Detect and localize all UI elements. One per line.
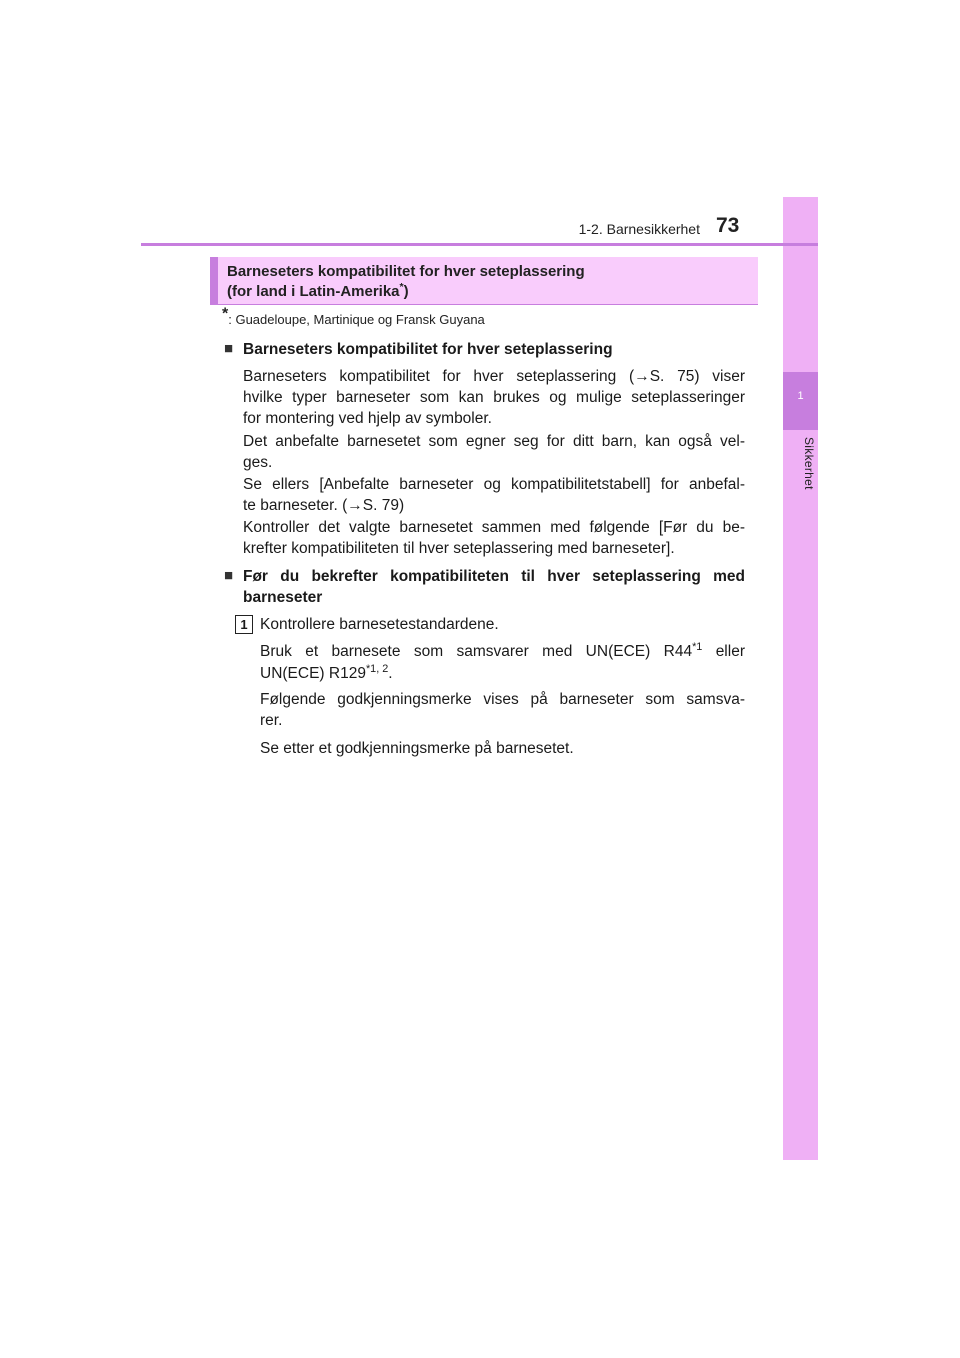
square-bullet-icon: ■ [224,340,234,357]
topic-title-box [210,257,758,305]
section1-heading: Barneseters kompatibilitet for hver seteplassering [243,341,613,358]
topic-title-line2: (for land i Latin-Amerika*) [227,281,409,300]
page-number: 73 [716,214,740,237]
step-text2-line1: Følgende godkjenningsmerke vises på barneseter som samsva- [260,691,745,708]
section-title: 1-2. Barnesikkerhet [578,221,700,237]
square-bullet-icon: ■ [224,567,234,584]
section1-p1-line3: for montering ved hjelp av symboler. [243,410,492,427]
chapter-title: Sikkerhet [802,437,816,490]
step-text1-line2: UN(ECE) R129$^{*1, 2}$. [260,662,393,682]
section1-p3-line2: te barneseter. (→S. 79) [243,497,405,514]
step-number-badge: 1 [235,615,253,634]
step-text1-line1: Bruk et barnesete som samsvarer med UN(ECE) R44$^{*1}$ eller [260,640,745,660]
section2-heading-line2: barneseter [243,589,323,606]
header-rule [141,243,818,246]
step-title: Kontrollere barnesetestandardene. [260,616,499,633]
section1-p2-line2: ges. [243,454,273,471]
section1-p4-line1: Kontroller det valgte barnesetet sammen med følgende [Før du be- [243,519,745,536]
footnote: *: Guadeloupe, Martinique og Fransk Guyana [222,305,485,327]
chapter-sidebar-tab [783,197,818,1160]
section1-p3-line1: Se ellers [Anbefalte barneseter og kompatibilitetstabell] for anbefal- [243,476,745,493]
section1-p1-line1: Barneseters kompatibilitet for hver seteplassering (→S. 75) viser [243,368,745,385]
section2-heading-line1: Før du bekrefter kompatibiliteten til hver seteplassering med [243,568,745,585]
topic-title-line1: Barneseters kompatibilitet for hver seteplassering [227,263,585,280]
step-text3: Se etter et godkjenningsmerke på barnesetet. [260,740,574,757]
step-text2-line2: rer. [260,712,283,729]
section1-p1-line2: hvilke typer barneseter som kan brukes og mulige seteplasseringer [243,389,745,406]
section1-p4-line2: krefter kompatibiliteten til hver seteplassering med barneseter]. [243,540,675,557]
chapter-number-tab [783,372,818,430]
chapter-number: 1 [797,390,804,402]
section1-p2-line1: Det anbefalte barnesetet som egner seg for ditt barn, kan også vel- [243,433,745,450]
